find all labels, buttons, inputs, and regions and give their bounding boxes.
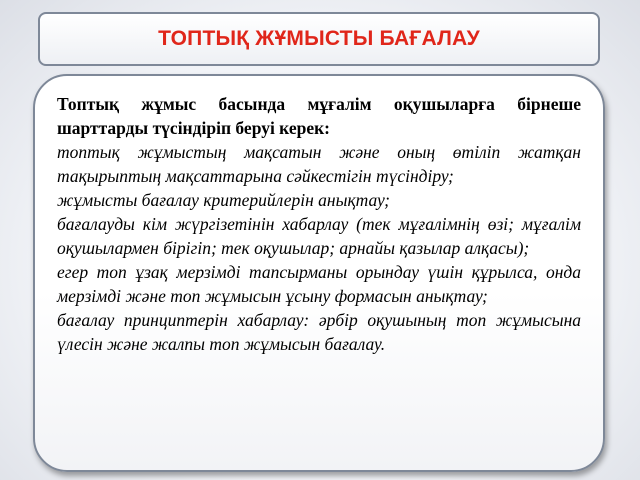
list-item: топтық жұмыстың мақсатын және оның өтіліп жатқан тақырыптың мақсаттарына сәйкестігін түсіндіру; xyxy=(57,142,581,186)
content-box xyxy=(33,74,605,472)
title-box xyxy=(38,12,600,66)
list-item: егер топ ұзақ мерзімді тапсырманы орындау үшін құрылса, онда мерзімді және топ жұмысын ұсыну формасын анықтау; xyxy=(57,262,581,306)
intro-text: Топтық жұмыс басында мұғалім оқушыларға бірнеше шарттарды түсіндіріп беруі керек: xyxy=(57,94,581,138)
list-item: жұмысты бағалау критерийлерін анықтау; xyxy=(57,190,390,210)
slide-title: ТОПТЫҚ ЖҰМЫСТЫ БАҒАЛАУ xyxy=(158,27,480,50)
list-item: бағалау принциптерін хабарлау: әрбір оқушының топ жұмысына үлесін және жалпы топ жұмысын бағалау. xyxy=(57,310,581,354)
list-item: бағалауды кім жүргізетінін хабарлау (тек мұғалімнің өзі; мұғалім оқушылармен бірігіп; тек оқушылар; арнайы қазылар алқасы); xyxy=(57,214,581,258)
